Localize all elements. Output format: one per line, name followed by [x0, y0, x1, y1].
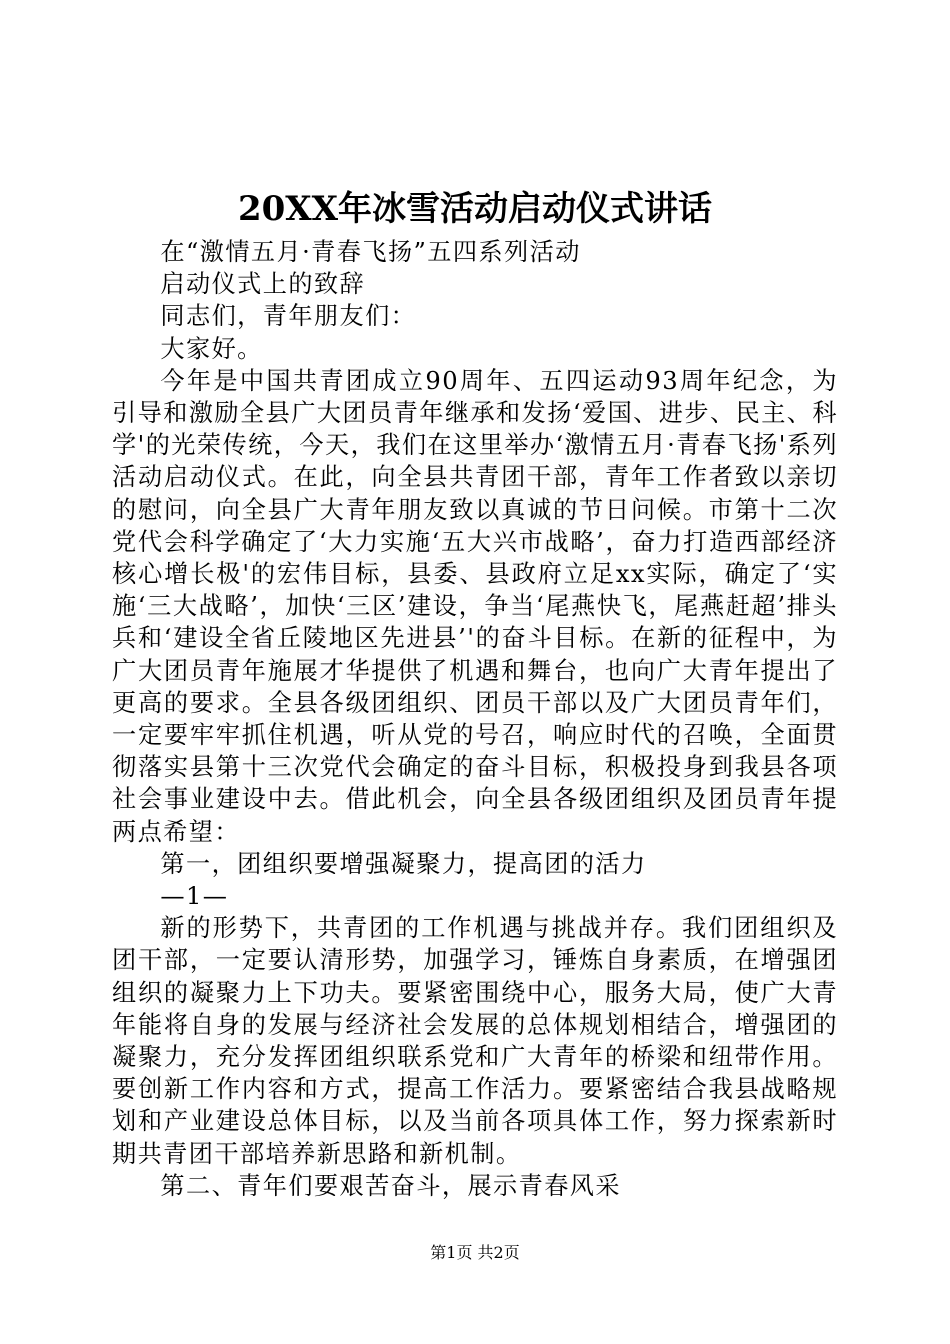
body-paragraph: 同志们，青年朋友们：	[160, 302, 417, 331]
body-paragraph: 新的形势下，共青团的工作机遇与挑战并存。我们团组织及团干部，一定要认清形势，加强学习，锤炼自身素质，在增强团组织的凝聚力上下功夫。要紧密围绕中心，服务大局，使广大青年能将自身的发展与经济社会发展的总体规划相结合，增强团的凝聚力，充分发挥团组织联系党和广大青年的桥梁和纽带作用。要创新工作内容和方式，提高工作活力。要紧密结合我县战略规划和产业建设总体目标，以及当前各项具体工作，努力探索新时期共青团干部培养新思路和新机制。	[112, 914, 838, 1168]
body-paragraph: 启动仪式上的致辞	[160, 270, 366, 299]
body-paragraph: 在“激情五月·青春飞扬”五四系列活动	[160, 238, 581, 266]
document-title: 20XX年冰雪活动启动仪式讲话	[237, 189, 713, 229]
document-body	[112, 236, 838, 1202]
section-heading: 第一，团组织要增强凝聚力，提高团的活力	[160, 849, 647, 878]
inline-page-marker: —1—	[160, 882, 229, 911]
section-heading: 第二、青年们要艰苦奋斗，展示青春风采	[160, 1171, 621, 1200]
body-paragraph: 大家好。	[160, 334, 263, 363]
body-paragraph: 今年是中国共青团成立90周年、五四运动93周年纪念，为引导和激励全县广大团员青年继承和发扬‘爱国、进步、民主、科学'的光荣传统，今天，我们在这里举办‘激情五月·青春飞扬'系列活动启动仪式。在此，向全县共青团干部，青年工作者致以亲切的慰问，向全县广大青年朋友致以真诚的节日问候。市第十二次党代会科学确定了‘大力实施‘五大兴市战略’，奋力打造西部经济核心增长极'的宏伟目标，县委、县政府立足xx实际，确定了‘实施‘三大战略’，加快‘三区’建设，争当‘尾燕快飞，尾燕赶超’排头兵和‘建设全省丘陵地区先进县’'的奋斗目标。在新的征程中，为广大团员青年施展才华提供了机遇和舞台，也向广大青年提出了更高的要求。全县各级团组织、团员干部以及广大团员青年们，一定要牢牢抓住机遇，听从党的号召，响应时代的召唤，全面贯彻落实县第十三次党代会确定的奋斗目标，积极投身到我县各项社会事业建设中去。借此机会，向全县各级团组织及团员青年提两点希望：	[112, 366, 838, 846]
page-footer: 第1页 共2页	[430, 1243, 520, 1262]
